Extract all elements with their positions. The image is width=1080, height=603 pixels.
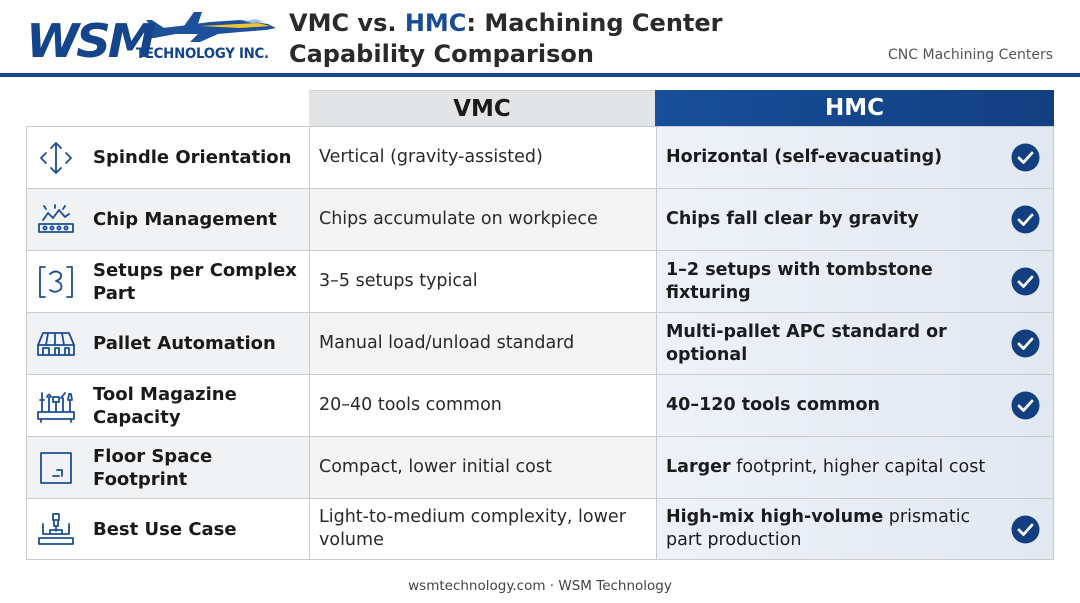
logo-subtext: TECHNOLOGY INC. (136, 46, 269, 62)
hmc-cell (656, 499, 1053, 559)
chip-conveyor-icon (35, 202, 77, 238)
category-label: CNC Machining Centers (888, 47, 1053, 63)
hmc-cell (656, 127, 1053, 188)
hmc-cell (656, 313, 1053, 374)
company-logo (22, 6, 269, 70)
row-label: Setups per Complex Part (93, 260, 297, 304)
milling-machine-icon (35, 512, 77, 548)
row-label-cell (27, 499, 309, 559)
table-row (26, 188, 1054, 250)
row-label: Floor Space Footprint (93, 446, 213, 490)
hmc-bold-text: Multi-pallet APC standard or optional (666, 321, 947, 365)
column-header-vmc: VMC (309, 90, 655, 126)
logo-wordmark: WSM (26, 14, 153, 68)
tool-rack-icon (35, 388, 77, 424)
check-circle-icon (1011, 515, 1040, 544)
footer-text: wsmtechnology.com · WSM Technology (408, 578, 672, 594)
title-part2: : Machining Center (466, 9, 723, 37)
page-header (0, 0, 1080, 80)
table-row (26, 126, 1054, 188)
vmc-cell: Manual load/unload standard (309, 313, 656, 374)
vmc-cell: 3–5 setups typical (309, 251, 656, 312)
check-circle-icon (1011, 143, 1040, 172)
row-label: Tool Magazine Capacity (93, 384, 237, 428)
title-part1: VMC vs. (289, 9, 405, 37)
table-row (26, 250, 1054, 312)
bracket-three-icon (35, 264, 77, 300)
row-label: Pallet Automation (93, 333, 276, 354)
vmc-cell: Chips accumulate on workpiece (309, 189, 656, 250)
hmc-bold-text: Larger (666, 457, 731, 477)
table-row (26, 374, 1054, 436)
row-label: Chip Management (93, 209, 277, 230)
title-line2: Capability Comparison (289, 40, 594, 68)
pallet-icon (35, 326, 77, 362)
row-label-cell (27, 127, 309, 188)
row-label: Spindle Orientation (93, 147, 292, 168)
floor-plan-icon (35, 450, 77, 486)
hmc-cell (656, 437, 1053, 498)
row-label-cell (27, 437, 309, 498)
table-row (26, 498, 1054, 560)
vmc-cell: Vertical (gravity-assisted) (309, 127, 656, 188)
check-circle-icon (1011, 391, 1040, 420)
row-label-cell (27, 189, 309, 250)
hmc-bold-text: 1–2 setups with tombstone fixturing (666, 259, 933, 303)
check-circle-icon (1011, 329, 1040, 358)
check-circle-icon (1011, 267, 1040, 296)
hmc-cell (656, 251, 1053, 312)
hmc-bold-text: Chips fall clear by gravity (666, 209, 919, 229)
row-label: Best Use Case (93, 519, 237, 540)
spindle-arrows-icon (35, 140, 77, 176)
hmc-text: footprint, higher capital cost (730, 457, 986, 477)
hmc-bold-text: 40–120 tools common (666, 395, 880, 415)
column-header-hmc: HMC (655, 90, 1054, 126)
header-rule (0, 73, 1080, 77)
page-title (289, 8, 809, 70)
hmc-bold-text: High-mix high-volume (666, 507, 884, 527)
hmc-cell (656, 375, 1053, 436)
vmc-cell: Compact, lower initial cost (309, 437, 656, 498)
title-hmc: HMC (404, 9, 467, 37)
table-row (26, 312, 1054, 374)
row-label-cell (27, 313, 309, 374)
jet-icon (140, 8, 280, 48)
table-row (26, 436, 1054, 498)
hmc-cell (656, 189, 1053, 250)
row-label-cell (27, 375, 309, 436)
check-circle-icon (1011, 205, 1040, 234)
vmc-cell: Light-to-medium complexity, lower volume (309, 499, 656, 559)
vmc-cell: 20–40 tools common (309, 375, 656, 436)
hmc-bold-text: Horizontal (self-evacuating) (666, 147, 943, 167)
row-label-cell (27, 251, 309, 312)
hmc-text: prismatic part production (666, 507, 971, 550)
